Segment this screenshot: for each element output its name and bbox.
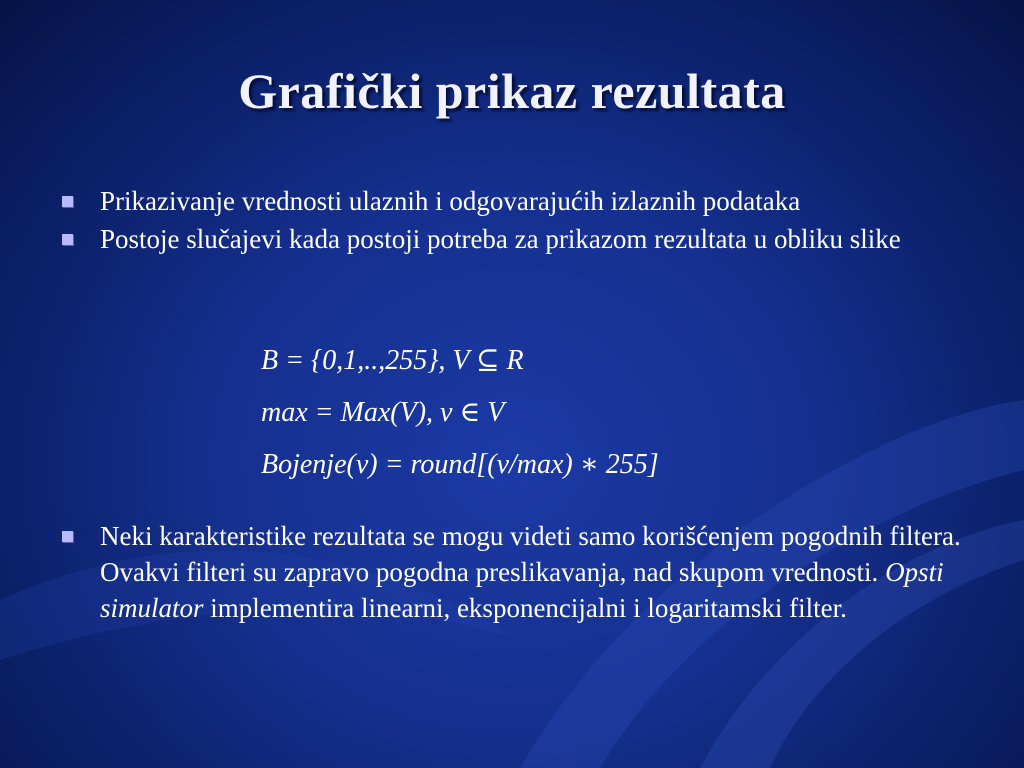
bullet-text-before: Neki karakteristike rezultata se mogu videti samo korišćenjem pogodnih filtera. Ovakvi filteri su zapravo pogodna preslikavanja, nad skupom vrednosti. [100, 521, 961, 587]
bullet-text-after: implementira linearni, eksponencijalni i logaritamski filter. [210, 593, 847, 623]
bullet-text: Prikazivanje vrednosti ulaznih i odgovarajućih izlaznih podataka [100, 186, 801, 216]
bullet-text: Postoje slučajevi kada postoji potreba za prikazom rezultata u obliku slike [100, 224, 901, 254]
bullet-item [62, 518, 982, 626]
formula-bojenje: Bojenje(v) = round[(v/max) ∗ 255] [261, 449, 659, 480]
bullet-item [62, 221, 982, 257]
bullet-list-bottom [62, 518, 982, 628]
slide-title: Grafički prikaz rezultata [238, 63, 786, 119]
square-bullet-icon [62, 234, 73, 245]
square-bullet-icon [62, 531, 73, 542]
bullet-emphasis: Opsti simulator [100, 557, 944, 623]
formula-set-b: B = {0,1,..,255}, V ⊆ R [261, 345, 524, 376]
bullet-item [62, 183, 982, 219]
formula-max: max = Max(V), v ∈ V [261, 397, 505, 428]
bullet-list-top [62, 183, 982, 259]
square-bullet-icon [62, 196, 73, 207]
